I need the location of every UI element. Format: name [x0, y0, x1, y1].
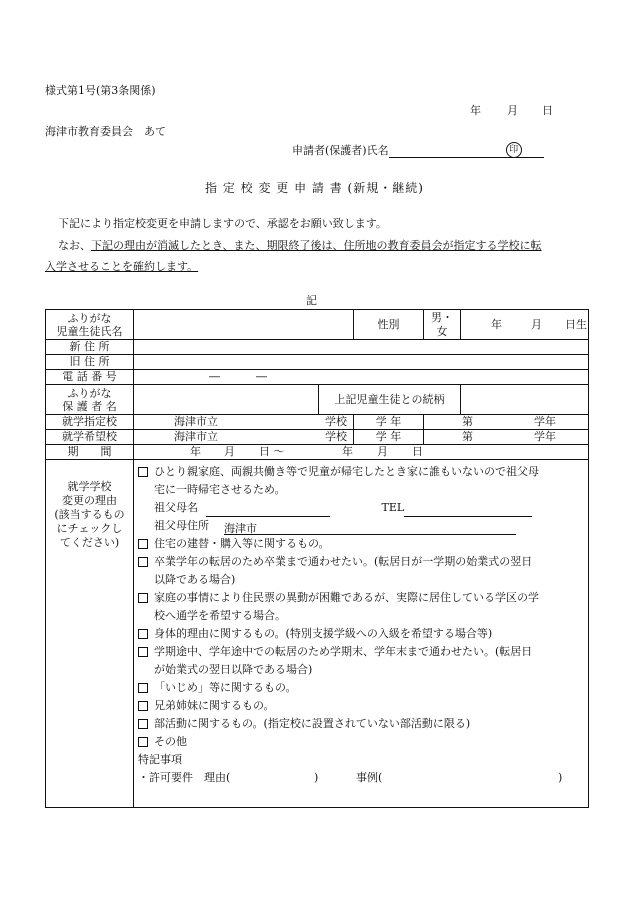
guardian-name-field[interactable]	[134, 385, 319, 415]
birth-month: 月	[531, 318, 542, 331]
date-year: 年	[470, 104, 481, 117]
student-name-label	[46, 310, 134, 340]
reason-9-text: 部活動に関するもの。(指定校に設置されていない部活動に限る)	[154, 717, 471, 730]
desired-school-row	[46, 430, 589, 445]
addressee: 海津市教育委員会 あて	[45, 125, 166, 138]
reason-1-line-2: 宅に一時帰宅させるため。	[154, 483, 286, 496]
permit-line[interactable]	[138, 769, 584, 787]
guardian-name-text: 保 護 者 名	[62, 399, 117, 413]
period-month-2: 月	[377, 445, 388, 458]
old-address-row	[46, 355, 589, 370]
period-row	[46, 445, 589, 460]
assigned-school-row	[46, 415, 589, 430]
checkbox-icon[interactable]	[138, 557, 148, 567]
student-row	[46, 310, 589, 340]
grandparent-address-label: 祖父母住所	[154, 519, 209, 532]
grandparent-name-label: 祖父母名	[154, 501, 198, 514]
assigned-grade-field[interactable]	[424, 415, 589, 430]
new-address-field[interactable]	[134, 340, 589, 355]
desired-school-field[interactable]	[134, 430, 354, 445]
ki-label: 記	[306, 294, 317, 307]
intro-line-2	[58, 237, 542, 253]
grandparent-address-line	[138, 517, 584, 535]
reason-option-5[interactable]	[138, 625, 584, 643]
period-day-2: 日	[412, 445, 423, 458]
checkbox-icon[interactable]	[138, 701, 148, 711]
reason-4-line-1: 家庭の事情により住民票の異動が困難であるが、実際に居住している学区の学	[154, 591, 539, 604]
seal-mark: 印	[506, 142, 522, 158]
intro-line-2-underlined: 下記の理由が消滅したとき、また、期限終了後は、住所地の教育委員会が指定する学校に転	[91, 239, 542, 252]
reason-3-line-2: 以降である場合)	[154, 573, 236, 586]
phone-field[interactable]	[134, 370, 589, 385]
intro-line-1: 下記により指定校変更を申請しますので、承認をお願い致します。	[58, 217, 387, 230]
desired-school-label: 就学希望校	[46, 430, 134, 445]
intro-line-2-prefix: なお、	[58, 239, 91, 252]
phone-dash-2: ―	[256, 370, 267, 383]
special-notes-label: 特記事項	[138, 753, 182, 766]
checkbox-icon[interactable]	[138, 719, 148, 729]
tel-field[interactable]	[404, 501, 532, 517]
reason-option-8[interactable]	[138, 697, 584, 715]
sex-label: 性別	[354, 310, 424, 340]
reason-label-l4: にチェックし	[56, 522, 123, 535]
tel-label: TEL	[381, 501, 405, 514]
reason-option-1[interactable]	[138, 463, 584, 499]
applicant-name-row	[292, 142, 544, 158]
reason-option-4[interactable]	[138, 589, 584, 625]
period-label: 期 間	[46, 445, 134, 460]
desired-dai: 第	[462, 430, 473, 443]
checkbox-icon[interactable]	[138, 539, 148, 549]
grandparent-name-field[interactable]	[206, 501, 330, 517]
form-number: 様式第1号(第3条関係)	[45, 84, 156, 97]
assigned-school-field[interactable]	[134, 415, 354, 430]
reason-option-3[interactable]	[138, 553, 584, 589]
assigned-grade-label: 学 年	[354, 415, 424, 430]
guardian-name-label	[46, 385, 134, 415]
reason-label-l2: 変更の理由	[62, 494, 117, 507]
relation-label: 上記児童生徒との続柄	[319, 385, 461, 415]
checkbox-icon[interactable]	[138, 467, 148, 477]
birthdate-field[interactable]	[461, 310, 589, 340]
assigned-city: 海津市立	[174, 415, 218, 428]
reason-options	[134, 460, 589, 808]
desired-city: 海津市立	[174, 430, 218, 443]
assigned-grade: 学年	[534, 415, 556, 428]
grandparent-city: 海津市	[224, 522, 257, 535]
new-address-label: 新 住 所	[46, 340, 134, 355]
relation-field[interactable]	[461, 385, 589, 415]
student-name-field[interactable]	[134, 310, 354, 340]
reason-option-9[interactable]	[138, 715, 584, 733]
permit-reason-close: )	[314, 771, 319, 784]
period-year-1: 年	[190, 445, 201, 458]
reason-row	[46, 460, 589, 808]
old-address-label: 旧 住 所	[46, 355, 134, 370]
reason-6-line-2: が始業式の翌日以降である場合)	[154, 663, 313, 676]
reason-label-l3: (該当するもの	[54, 508, 125, 521]
student-name-text: 児童生徒氏名	[56, 324, 123, 338]
desired-grade: 学年	[534, 430, 556, 443]
permit-reason-open: ・許可要件 理由(	[138, 771, 231, 784]
reason-label-l1: 就学学校	[67, 480, 112, 493]
phone-row	[46, 370, 589, 385]
reason-6-line-1: 学期途中、学年途中での転居のため学期末、学年末まで通わせたい。(転居日	[154, 645, 533, 658]
assigned-school-label: 就学指定校	[46, 415, 134, 430]
period-month-1: 月	[224, 445, 235, 458]
document-title: 指 定 校 変 更 申 請 書 (新規・継続)	[205, 181, 424, 195]
grandparent-address-field[interactable]	[224, 520, 516, 535]
reason-option-7[interactable]	[138, 679, 584, 697]
reason-2-text: 住宅の建替・購入等に関するもの。	[154, 537, 330, 550]
checkbox-icon[interactable]	[138, 629, 148, 639]
old-address-field[interactable]	[134, 355, 589, 370]
reason-4-line-2: 校へ通学を希望する場合。	[154, 609, 286, 622]
phone-dash-1: ―	[209, 370, 220, 383]
case-close: )	[558, 771, 563, 784]
period-day-1: 日 〜	[259, 445, 285, 458]
applicant-label: 申請者(保護者)氏名	[292, 144, 389, 157]
reason-option-6[interactable]	[138, 643, 584, 679]
guardian-furigana-label: ふりがな	[67, 386, 112, 400]
assigned-school-suffix: 学校	[325, 415, 347, 428]
reason-10-text: その他	[154, 735, 187, 748]
application-table	[45, 309, 589, 808]
checkbox-icon[interactable]	[138, 737, 148, 747]
desired-school-suffix: 学校	[325, 430, 347, 443]
checkbox-icon[interactable]	[138, 647, 148, 657]
period-year-2: 年	[342, 445, 353, 458]
reason-8-text: 兄弟姉妹に関するもの。	[154, 699, 275, 712]
checkbox-icon[interactable]	[138, 593, 148, 603]
applicant-name-field[interactable]	[389, 144, 544, 158]
reason-option-2[interactable]	[138, 535, 584, 553]
checkbox-icon[interactable]	[138, 683, 148, 693]
reason-1-line-1: ひとり親家庭、両親共働き等で児童が帰宅したとき家に誰もいないので祖父母	[154, 465, 539, 478]
reason-option-10[interactable]	[138, 733, 584, 751]
phone-label: 電 話 番 号	[46, 370, 134, 385]
reason-label	[46, 460, 134, 808]
desired-grade-field[interactable]	[424, 430, 589, 445]
reason-7-text: 「いじめ」等に関するもの。	[154, 681, 297, 694]
sex-value[interactable]: 男・女	[424, 310, 461, 340]
reason-3-line-1: 卒業学年の転居のため卒業まで通わせたい。(転居日が一学期の始業式の翌日	[154, 555, 533, 568]
intro-line-3: 入学させることを確約します。	[45, 260, 199, 273]
reason-label-l5: てください)	[59, 536, 120, 549]
assigned-dai: 第	[462, 415, 473, 428]
date-month: 月	[507, 104, 518, 117]
new-address-row	[46, 340, 589, 355]
desired-grade-label: 学 年	[354, 430, 424, 445]
reason-5-text: 身体的理由に関するもの。(特別支援学級への入級を希望する場合等)	[154, 627, 493, 640]
student-furigana-label: ふりがな	[67, 311, 112, 325]
case-open: 事例(	[356, 771, 383, 784]
period-field[interactable]	[134, 445, 589, 460]
guardian-row	[46, 385, 589, 415]
grandparent-name-line	[138, 499, 584, 517]
birth-year: 年	[491, 318, 502, 331]
date-day: 日	[542, 104, 553, 117]
birth-day: 日生	[565, 318, 587, 331]
